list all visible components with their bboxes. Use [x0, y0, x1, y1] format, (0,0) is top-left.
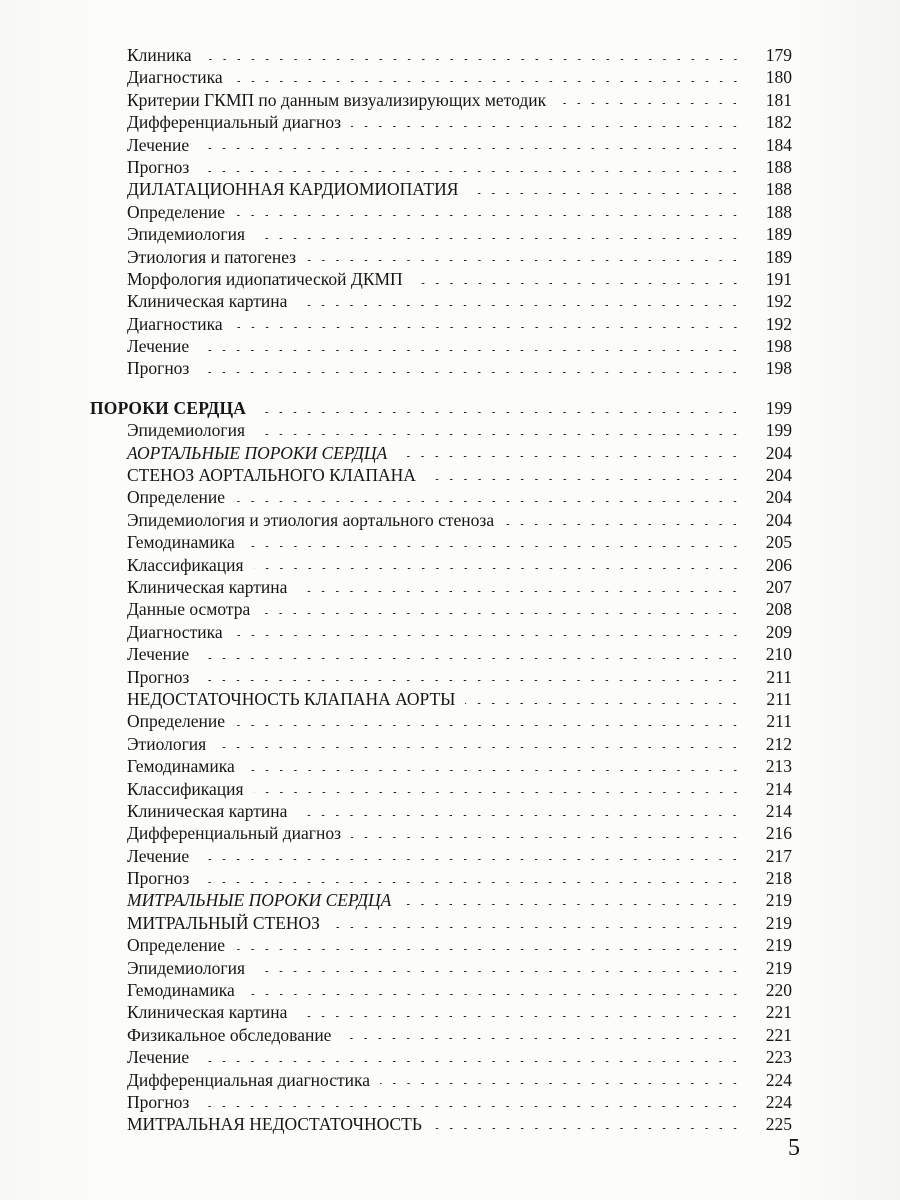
dot-leader: [199, 1061, 742, 1062]
toc-page-number: 207: [765, 576, 792, 597]
dot-leader: [465, 703, 742, 704]
toc-entry-title: Прогноз: [127, 666, 190, 687]
toc-entry: [0, 419, 900, 441]
toc-entry-title: МИТРАЛЬНЫЙ СТЕНОЗ: [127, 912, 320, 933]
toc-page-number: 199: [765, 397, 792, 418]
toc-entry-title: Прогноз: [127, 358, 190, 379]
toc-entry-title: Гемодинамика: [127, 532, 235, 553]
toc-entry-title: Прогноз: [127, 156, 190, 177]
dot-leader: [199, 148, 742, 149]
toc-page-number: 216: [765, 823, 792, 844]
toc-entry: [0, 1001, 900, 1023]
toc-entry: [0, 1091, 900, 1113]
toc-entry-title: Дифференциальная диагностика: [127, 1069, 371, 1090]
toc-entry: [0, 934, 900, 956]
toc-entry-title: Клиническая картина: [127, 291, 288, 312]
toc-entry: [0, 44, 900, 66]
toc-page-number: 191: [765, 268, 792, 289]
dot-leader: [426, 479, 742, 480]
toc-entry-title: СТЕНОЗ АОРТАЛЬНОГО КЛАПАНА: [127, 465, 416, 486]
dot-leader: [397, 456, 742, 457]
toc-entry: [0, 509, 900, 531]
dot-leader: [297, 815, 742, 816]
toc-page-number: 188: [765, 156, 792, 177]
toc-entry: [0, 710, 900, 732]
dot-leader: [256, 412, 742, 413]
dot-leader: [556, 103, 742, 104]
toc-entry-title: МИТРАЛЬНЫЕ ПОРОКИ СЕРДЦА: [127, 890, 392, 911]
toc-entry: [0, 912, 900, 934]
toc-entry: [0, 313, 900, 335]
toc-page-number: 219: [765, 890, 792, 911]
dot-leader: [306, 260, 742, 261]
dot-leader: [235, 215, 742, 216]
toc-entry-title: Критерии ГКМП по данным визуализирующих методик: [127, 89, 547, 110]
toc-entry-title: Диагностика: [127, 67, 223, 88]
dot-leader: [235, 949, 742, 950]
toc-page-number: 189: [765, 224, 792, 245]
dot-leader: [341, 1038, 742, 1039]
toc-entry-title: Гемодинамика: [127, 980, 235, 1001]
toc-entry-title: Эпидемиология: [127, 957, 245, 978]
toc-page-number: 180: [765, 67, 792, 88]
toc-entry-title: Лечение: [127, 336, 190, 357]
toc-entry-title: Физикальное обследование: [127, 1024, 332, 1045]
toc-entry: [0, 666, 900, 688]
toc-entry-title: Эпидемиология: [127, 420, 245, 441]
toc-page-number: 211: [766, 711, 792, 732]
toc-entry-title: Гемодинамика: [127, 756, 235, 777]
toc-page-number: 219: [765, 912, 792, 933]
toc-entry-title: Этиология и патогенез: [127, 246, 297, 267]
toc-page-number: 211: [766, 666, 792, 687]
dot-leader: [401, 904, 742, 905]
toc-entry: [0, 442, 900, 464]
dot-leader: [233, 327, 742, 328]
toc-entry: [0, 268, 900, 290]
toc-page-number: 214: [765, 800, 792, 821]
toc-page-number: 188: [765, 201, 792, 222]
toc-entry-title: АОРТАЛЬНЫЕ ПОРОКИ СЕРДЦА: [127, 442, 388, 463]
toc-section-heading: [0, 397, 900, 419]
toc-page-number: 224: [765, 1091, 792, 1112]
toc-entry-title: Определение: [127, 935, 225, 956]
toc-entry-title: Клиническая картина: [127, 576, 288, 597]
toc-entry: [0, 688, 900, 710]
toc-entry-title: Лечение: [127, 644, 190, 665]
toc-page-number: 212: [765, 733, 792, 754]
toc-entry-title: Эпидемиология: [127, 224, 245, 245]
toc-entry: [0, 957, 900, 979]
page-number: 5: [788, 1135, 800, 1161]
toc-entry: [0, 134, 900, 156]
toc-entry-title: ПОРОКИ СЕРДЦА: [90, 397, 247, 418]
toc-entry: [0, 201, 900, 223]
toc-entry: [0, 1069, 900, 1091]
toc-entry-title: Диагностика: [127, 313, 223, 334]
toc-page-number: 179: [765, 45, 792, 65]
toc-entry: [0, 598, 900, 620]
toc-entry-title: Определение: [127, 201, 225, 222]
dot-leader: [235, 501, 742, 502]
toc-page-number: 182: [765, 112, 792, 133]
toc-page-number: 219: [765, 935, 792, 956]
toc-entry: [0, 1113, 900, 1135]
toc-entry: [0, 246, 900, 268]
toc-page-number: 184: [765, 134, 792, 155]
toc-entry: [0, 576, 900, 598]
toc-page-number: 211: [766, 688, 792, 709]
toc-entry-title: НЕДОСТАТОЧНОСТЬ КЛАПАНА АОРТЫ: [127, 688, 456, 709]
toc-page-number: 225: [765, 1114, 792, 1135]
toc-entry: [0, 111, 900, 133]
toc-entry: [0, 778, 900, 800]
dot-leader: [199, 350, 742, 351]
toc-entry: [0, 89, 900, 111]
toc-page-number: 224: [765, 1069, 792, 1090]
toc-page-number: 198: [765, 358, 792, 379]
toc-entry-title: Данные осмотра: [127, 599, 251, 620]
toc-entry-title: Лечение: [127, 845, 190, 866]
dot-leader: [199, 680, 742, 681]
dot-leader: [330, 927, 742, 928]
toc-page-number: 199: [765, 420, 792, 441]
toc-page-number: 188: [765, 179, 792, 200]
toc-entry: [0, 223, 900, 245]
dot-leader: [216, 747, 742, 748]
toc-entry: [0, 531, 900, 553]
toc-entry: [0, 845, 900, 867]
dot-leader: [297, 305, 742, 306]
toc-entry-title: Прогноз: [127, 868, 190, 889]
dot-leader: [260, 613, 742, 614]
toc-entry: [0, 889, 900, 911]
dot-leader: [233, 635, 742, 636]
toc-entry-title: Клиническая картина: [127, 800, 288, 821]
toc-page-number: 219: [765, 957, 792, 978]
toc-entry: [0, 335, 900, 357]
toc-entry: [0, 464, 900, 486]
dot-leader: [413, 283, 742, 284]
toc-entry: [0, 156, 900, 178]
toc-entry-title: Клиника: [127, 45, 192, 65]
toc-entry: [0, 486, 900, 508]
toc-entry-title: Классификация: [127, 778, 244, 799]
toc-page-number: 198: [765, 336, 792, 357]
toc-page-number: 204: [765, 487, 792, 508]
toc-page-number: 218: [765, 868, 792, 889]
toc-entry-title: Эпидемиология и этиология аортального стеноза: [127, 509, 495, 530]
dot-leader: [235, 725, 742, 726]
toc-entry-title: Диагностика: [127, 621, 223, 642]
toc-entry: [0, 979, 900, 1001]
toc-page-number: 192: [765, 313, 792, 334]
dot-leader: [199, 1106, 742, 1107]
toc-page-number: 220: [765, 980, 792, 1001]
toc-page-number: 209: [765, 621, 792, 642]
toc-page-number: 208: [765, 599, 792, 620]
dot-leader: [351, 837, 742, 838]
toc-page-number: 204: [765, 442, 792, 463]
dot-leader: [199, 882, 742, 883]
toc-entry: [0, 822, 900, 844]
toc-entry-title: ДИЛАТАЦИОННАЯ КАРДИОМИОПАТИЯ: [127, 179, 459, 200]
toc-entry-title: Лечение: [127, 1047, 190, 1068]
toc-entry: [0, 178, 900, 200]
toc-page-number: 181: [765, 89, 792, 110]
toc-entry: [0, 290, 900, 312]
dot-leader: [351, 126, 742, 127]
dot-leader: [199, 859, 742, 860]
toc-entry: [0, 66, 900, 88]
dot-leader: [297, 591, 742, 592]
toc-entry: [0, 1024, 900, 1046]
toc-entry-title: Определение: [127, 487, 225, 508]
dot-leader: [199, 171, 742, 172]
toc-entry: [0, 1046, 900, 1068]
toc-entry-title: МИТРАЛЬНАЯ НЕДОСТАТОЧНОСТЬ: [127, 1114, 422, 1135]
toc-entry: [0, 800, 900, 822]
toc-page-number: 206: [765, 554, 792, 575]
toc-page-number: 204: [765, 465, 792, 486]
toc-page-number: 192: [765, 291, 792, 312]
dot-leader: [297, 1016, 742, 1017]
dot-leader: [199, 372, 742, 373]
dot-leader: [432, 1128, 742, 1129]
toc-page-number: 223: [765, 1047, 792, 1068]
toc-page-number: 221: [765, 1024, 792, 1045]
dot-leader: [504, 524, 742, 525]
toc-page-number: 217: [765, 845, 792, 866]
dot-leader: [255, 971, 742, 972]
toc-entry-title: Прогноз: [127, 1091, 190, 1112]
table-of-contents: [0, 44, 900, 1136]
dot-leader: [233, 81, 742, 82]
toc-page-number: 221: [765, 1002, 792, 1023]
dot-leader: [255, 434, 742, 435]
toc-entry: [0, 733, 900, 755]
toc-entry-title: Дифференциальный диагноз: [127, 112, 341, 133]
toc-entry-title: Классификация: [127, 554, 244, 575]
toc-entry-title: Морфология идиопатической ДКМП: [127, 268, 403, 289]
toc-page-number: 205: [765, 532, 792, 553]
toc-entry-title: Лечение: [127, 134, 190, 155]
toc-page-number: 204: [765, 509, 792, 530]
dot-leader: [254, 792, 742, 793]
dot-leader: [254, 568, 742, 569]
toc-page-number: 189: [765, 246, 792, 267]
dot-leader: [245, 994, 742, 995]
dot-leader: [245, 770, 742, 771]
toc-entry-title: Этиология: [127, 733, 207, 754]
dot-leader: [199, 658, 742, 659]
toc-entry-title: Определение: [127, 711, 225, 732]
dot-leader: [255, 238, 742, 239]
dot-leader: [380, 1083, 742, 1084]
toc-entry: [0, 357, 900, 379]
toc-page-number: 213: [765, 756, 792, 777]
toc-entry: [0, 621, 900, 643]
toc-entry: [0, 755, 900, 777]
toc-entry: [0, 867, 900, 889]
toc-entry-title: Клиническая картина: [127, 1002, 288, 1023]
toc-entry: [0, 643, 900, 665]
toc-page-number: 210: [765, 644, 792, 665]
dot-leader: [468, 193, 742, 194]
toc-entry-title: Дифференциальный диагноз: [127, 823, 341, 844]
dot-leader: [202, 59, 742, 60]
toc-entry: [0, 554, 900, 576]
dot-leader: [245, 546, 742, 547]
toc-page-number: 214: [765, 778, 792, 799]
